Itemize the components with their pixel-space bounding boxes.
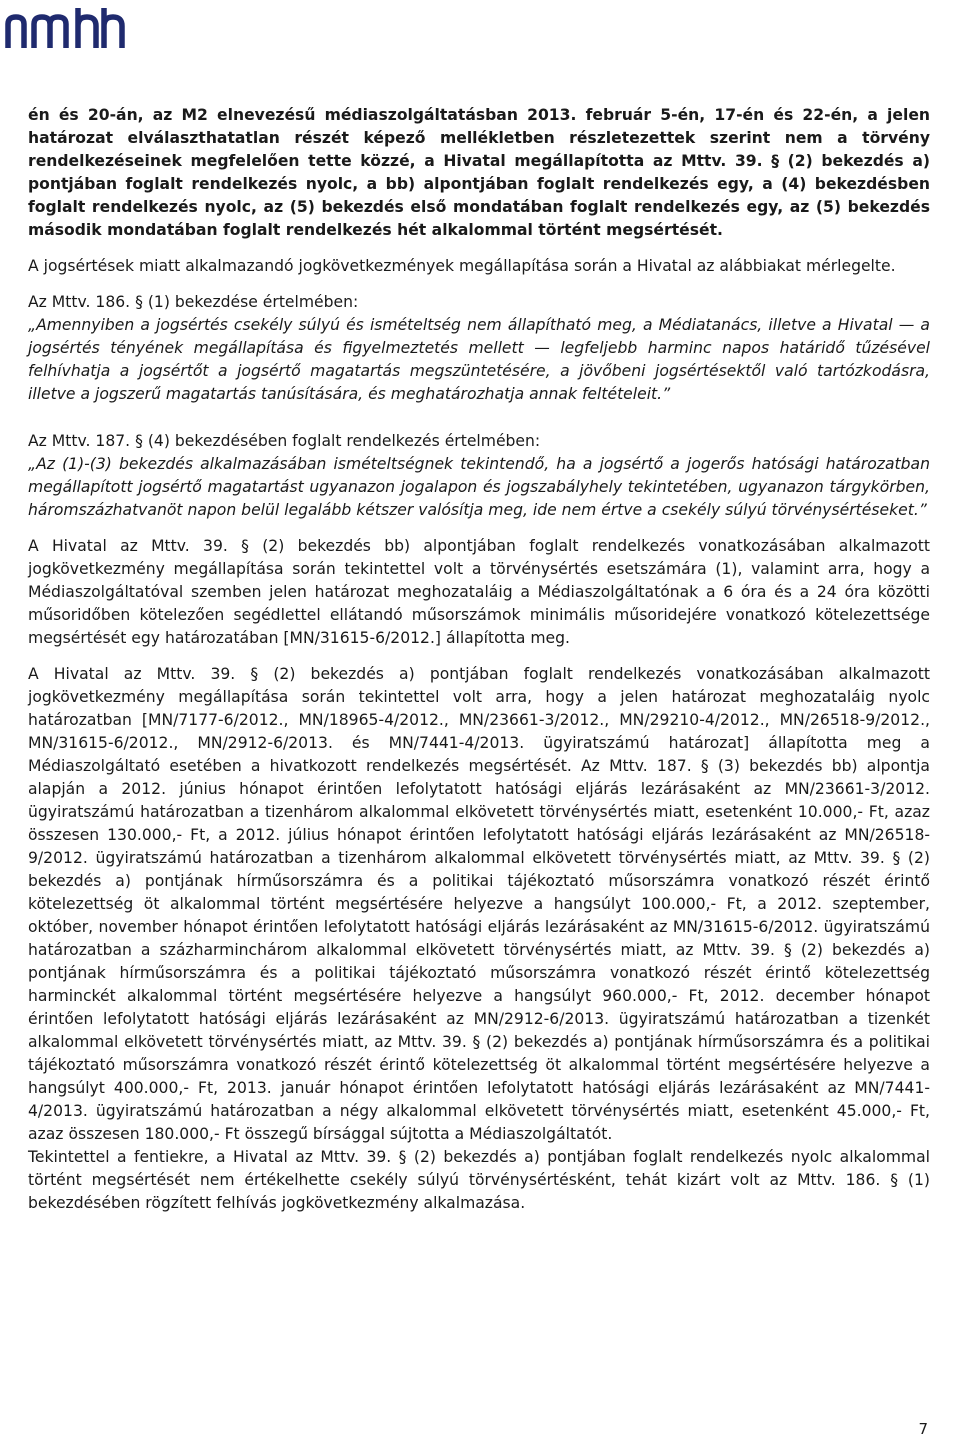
document-body xyxy=(28,104,930,1215)
paragraph-mttv-186-ref: Az Mttv. 186. § (1) bekezdése értelmében: xyxy=(28,293,359,311)
paragraph-mttv-187-ref: Az Mttv. 187. § (4) bekezdésében foglalt rendelkezés értelmében: xyxy=(28,432,541,450)
paragraph-consideration-intro: A jogsértések miatt alkalmazandó jogkövetkezmények megállapítása során a Hivatal az alábbiakat mérlegelte. xyxy=(28,257,896,275)
quote-mttv-187: „Az (1)-(3) bekezdés alkalmazásában ismételtségnek tekintendő, ha a jogsértő a jogerős hatósági határozatban megállapított jogsértő magatartást ugyanazon jogalapon és jogszabályhely tekintetében, ugyanazon tárgykörben, háromszázhatvanöt napon belül legalább kétszer valósítja meg, ide nem értve a csekély súlyú törvénysértéseket.” xyxy=(28,455,930,519)
paragraph-conclusion: Tekintettel a fentiekre, a Hivatal az Mttv. 39. § (2) bekezdés a) pontjában foglalt rendelkezés nyolc alkalommal történt megsértését nem értékelhette csekély súlyú törvénysértésként, tehát kizárt volt az Mttv. 186. § (1) bekezdésében rögzített felhívás jogkövetkezmény alkalmazása. xyxy=(28,1148,930,1212)
paragraph-bb-consideration: A Hivatal az Mttv. 39. § (2) bekezdés bb) alpontjában foglalt rendelkezés vonatkozásában alkalmazott jogkövetkezmény megállapítása során tekintettel volt a törvénysértés esetszámára (1), valamint arra, hogy a Médiaszolgáltatóval szemben jelen határozat meghozataláig a Médiaszolgáltatónak a 6 óra és a 24 óra közötti műsoridőben kötelezően segédlettel ellátandó műsorszámok minimális műsoridejére vonatkozó kötelezettsége megsértését egy határozatában [MN/31615-6/2012.] állapította meg. xyxy=(28,537,930,647)
quote-mttv-186: „Amennyiben a jogsértés csekély súlyú és ismételtség nem állapítható meg, a Médiatanács, illetve a Hivatal — a jogsértés tényének megállapítása és figyelmeztetés mellett — legfeljebb harminc napos határidő tűzésével felhívhatja a jogsértőt a jogsértő magatartás megszüntetésére, a jövőbeni jogsértésektől való tartózkodásra, illetve a jogszerű magatartás tanúsítására, és meghatározhatja annak feltételeit.” xyxy=(28,316,930,403)
paragraph-a-consideration: A Hivatal az Mttv. 39. § (2) bekezdés a) pontjában foglalt rendelkezés vonatkozásában alkalmazott jogkövetkezmény megállapítása során tekintettel volt arra, hogy a jelen határozat meghozataláig nyolc határozatban [MN/7177-6/2012., MN/18965-4/2012., MN/23661-3/2012., MN/29210-4/2012., MN/26518-9/2012., MN/31615-6/2012., MN/2912-6/2013. és MN/7441-4/2013. ügyiratszámú határozat] állapította meg a Médiaszolgáltató esetében a hivatkozott rendelkezés megsértését. Az Mttv. 187. § (3) bekezdés bb) alpontja alapján a 2012. június hónapot érintően lefolytatott hatósági eljárás lezárásaként az MN/23661-3/2012. ügyiratszámú határozatban a tizenhárom alkalommal elkövetett törvénysértés miatt, esetenként 10.000,- Ft, azaz összesen 130.000,- Ft, a 2012. július hónapot érintően lefolytatott hatósági eljárás lezárásaként az MN/26518-9/2012. ügyiratszámú határozatban a tizenhárom alkalommal elkövetett törvénysértés miatt, az Mttv. 39. § (2) bekezdés a) pontjának hírműsorszámra és a politikai tájékoztató műsorszámra vonatkozó részét érintő kötelezettség öt alkalommal történt megsértésére helyezve a hangsúlyt 100.000,- Ft, a 2012. szeptember, október, november hónapot érintően lefolytatott hatósági eljárás lezárásaként az MN/31615-6/2012. ügyiratszámú határozatban a százharminchárom alkalommal elkövetett törvénysértés miatt, az Mttv. 39. § (2) bekezdés a) pontjának hírműsorszámra és a politikai tájékoztató műsorszámra vonatkozó részét érintő kötelezettség harminckét alkalommal történt megsértésére helyezve a hangsúlyt 960.000,- Ft, 2012. december hónapot érintően lefolytatott hatósági eljárás lezárásaként az MN/2912-6/2013. ügyiratszámú határozatban a tizenkét alkalommal elkövetett törvénysértés miatt, az Mttv. 39. § (2) bekezdés a) pontjának hírműsorszámra és a politikai tájékoztató műsorszámra vonatkozó részét érintő kötelezettség öt alkalommal történt megsértésére helyezve a hangsúlyt 400.000,- Ft, 2013. január hónapot érintően lefolytatott hatósági eljárás lezárásaként az MN/7441-4/2013. ügyiratszámú határozatban a négy alkalommal elkövetett törvénysértés miatt, esetenként 45.000,- Ft, azaz összesen 180.000,- Ft összegű bírsággal sújtotta a Médiaszolgáltatót. xyxy=(28,665,930,1143)
nmhh-logo xyxy=(4,4,128,52)
nmhh-logo-icon xyxy=(4,4,128,52)
paragraph-violation-finding: én és 20-án, az M2 elnevezésű médiaszolgáltatásban 2013. február 5-én, 17-én és 22-én, a jelen határozat elválaszthatatlan részét képező mellékletben részletezettek szerint nem a törvény rendelkezéseinek megfelelően tette közzé, a Hivatal megállapította az Mttv. 39. § (2) bekezdés a) pontjában foglalt rendelkezés nyolc, a bb) alpontjában foglalt rendelkezés egy, a (4) bekezdésben foglalt rendelkezés nyolc, az (5) bekezdés első mondatában foglalt rendelkezés egy, az (5) bekezdés második mondatában foglalt rendelkezés hét alkalommal történt megsértését. xyxy=(28,106,930,239)
page-number: 7 xyxy=(918,1420,928,1438)
